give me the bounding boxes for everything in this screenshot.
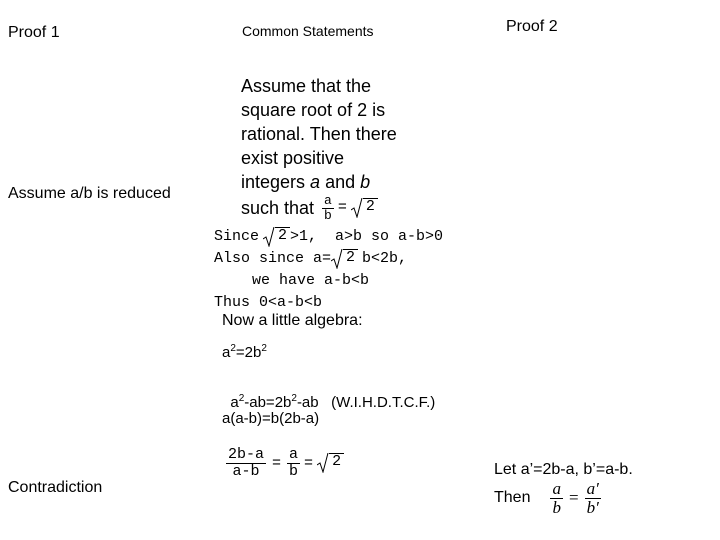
exponent: 2 [291,393,297,404]
assume-reduced-text: Assume a/b is reduced [8,185,171,202]
exponent: 2 [230,343,236,354]
equation-2 [222,377,435,411]
radical-sign-icon [263,227,275,247]
variable-b: b [360,172,371,192]
since-line [214,226,443,248]
equation-3: a(a-b)=b(2b-a) [222,410,320,427]
proof2-then-line [494,480,601,517]
fraction-a-prime-over-b-prime [585,480,601,517]
statement-line [241,170,397,194]
statement-line: square root of 2 is [241,100,386,120]
fraction-2b-a-over-a-b [226,447,266,480]
proof1-header: Proof 1 [8,24,60,41]
text: =2b [235,344,262,361]
equation-1 [222,344,267,361]
radical-sign-icon [317,453,329,473]
text: -ab (W.I.H.D.T.C.F.) [296,394,436,411]
statement-line: rational. Then there [241,124,397,144]
text: Also since a= [214,250,332,267]
numerator: a′ [586,479,599,498]
equals-sign: = [337,199,347,217]
text: and [320,172,361,192]
text: such that [241,198,315,219]
text: a [230,394,239,411]
final-equation [226,447,344,480]
radicand: 2 [329,453,344,473]
text: integers [241,172,311,192]
exponent: 2 [261,343,267,354]
statement-line: exist positive [241,148,345,168]
radicand: 2 [343,249,358,269]
common-statement-block [241,74,397,222]
also-line [214,248,443,270]
text: a [222,344,231,361]
fraction-a-over-b [322,194,334,222]
denominator: b [289,462,299,480]
proof2-let-line: Let a’=2b-a, b’=a-b. [494,461,633,478]
text: -ab=2b [244,394,292,411]
numerator: 2b-a [228,446,265,463]
sqrt-2 [263,227,290,247]
algebra-intro: Now a little algebra: [222,312,363,329]
radical-sign-icon [331,249,343,269]
denominator: a-b [232,462,260,480]
fraction-a-over-b [287,447,300,480]
exponent: 2 [238,393,245,404]
contradiction-text: Contradiction [8,479,103,496]
denominator: b [324,207,332,223]
text: Since [214,228,260,245]
denominator: b [552,497,561,517]
equals-sign: = [304,454,314,472]
radicand: 2 [363,198,378,218]
sqrt-2 [331,249,358,269]
numerator: a [552,479,561,498]
text: b<2b, [362,250,408,267]
radical-sign-icon [351,198,363,218]
text: Then [494,489,531,507]
numerator: a [324,193,332,208]
denominator: b′ [586,497,599,517]
since-block [214,226,443,314]
thus-line: Thus 0<a-b<b [214,294,323,311]
common-statements-header: Common Statements [242,23,374,39]
statement-line [241,194,397,222]
equals-sign: = [568,488,579,508]
variable-a: a [310,172,321,192]
numerator: a [289,446,299,463]
statement-line: Assume that the [241,76,372,96]
radicand: 2 [275,227,290,247]
sqrt-2 [351,198,378,218]
sqrt-2 [317,453,344,473]
fraction-a-over-b [550,480,563,517]
equals-sign: = [272,454,282,472]
text: >1, a>b so a-b>0 [290,228,444,245]
proof2-header: Proof 2 [506,18,558,35]
we-have-line: we have a-b<b [252,272,370,289]
